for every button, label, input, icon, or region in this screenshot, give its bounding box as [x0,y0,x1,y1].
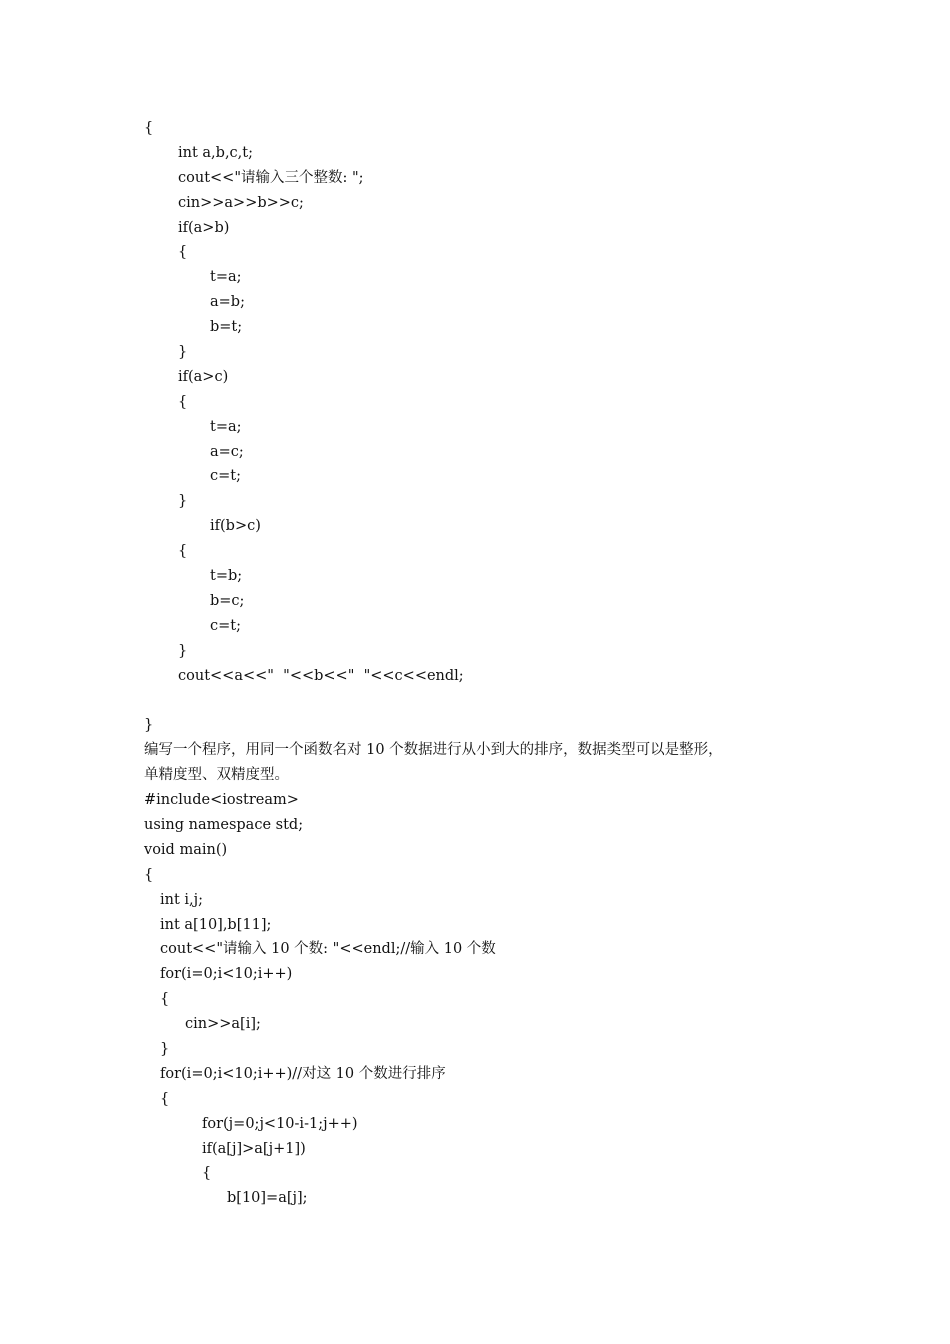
code-line: } [160,1040,170,1057]
code-line: using namespace std; [144,816,304,833]
code-line: t=a; [210,269,242,286]
blank-line [144,688,844,713]
code-line: int a[10],b[11]; [160,916,272,933]
code-line: b=c; [210,592,245,609]
code-line: for(i=0;i<10;i++)//对这 10 个数进行排序 [160,1065,446,1082]
code-line: if(a>b) [178,219,230,236]
code-line: { [144,120,154,136]
code-line: a=b; [210,294,245,311]
code-line: } [178,493,188,510]
code-line: t=a; [210,418,242,435]
code-line: cin>>a[i]; [185,1016,261,1033]
code-line: int i,j; [160,891,204,908]
code-line: int a,b,c,t; [178,144,253,161]
code-line: void main() [144,841,228,858]
paragraph-line: 单精度型、双精度型。 [144,767,289,784]
paragraph-line: 编写一个程序，用同一个函数名对 10 个数据进行从小到大的排序，数据类型可以是整形， [144,742,723,759]
code-line: if(a>c) [178,368,229,385]
code-listing [144,116,844,1211]
code-line: } [144,717,154,734]
code-line: } [178,642,188,659]
code-line: c=t; [210,468,241,485]
code-line: a=c; [210,443,244,460]
code-line: if(b>c) [210,518,261,535]
code-line: cout<<"请输入三个整数: "; [178,169,364,186]
code-line: c=t; [210,617,241,634]
code-line: cin>>a>>b>>c; [178,194,304,211]
code-line: { [160,1090,170,1107]
code-line: for(j=0;j<10-i-1;j++) [202,1115,358,1132]
code-line: { [178,244,188,261]
code-line: t=b; [210,568,243,585]
code-line: { [178,393,188,410]
code-line: b[10]=a[j]; [227,1190,308,1207]
code-line: } [178,344,188,361]
code-line: cout<<a<<" "<<b<<" "<<c<<endl; [178,667,464,684]
code-line: { [144,866,154,883]
code-line: cout<<"请输入 10 个数: "<<endl;//输入 10 个数 [160,941,496,958]
code-line: #include<iostream> [144,792,299,809]
code-line: { [160,991,170,1008]
code-line: b=t; [210,319,243,336]
code-line: for(i=0;i<10;i++) [160,966,293,983]
code-line: if(a[j]>a[j+1]) [202,1140,306,1157]
code-line: { [178,543,188,560]
code-line: { [202,1165,212,1182]
